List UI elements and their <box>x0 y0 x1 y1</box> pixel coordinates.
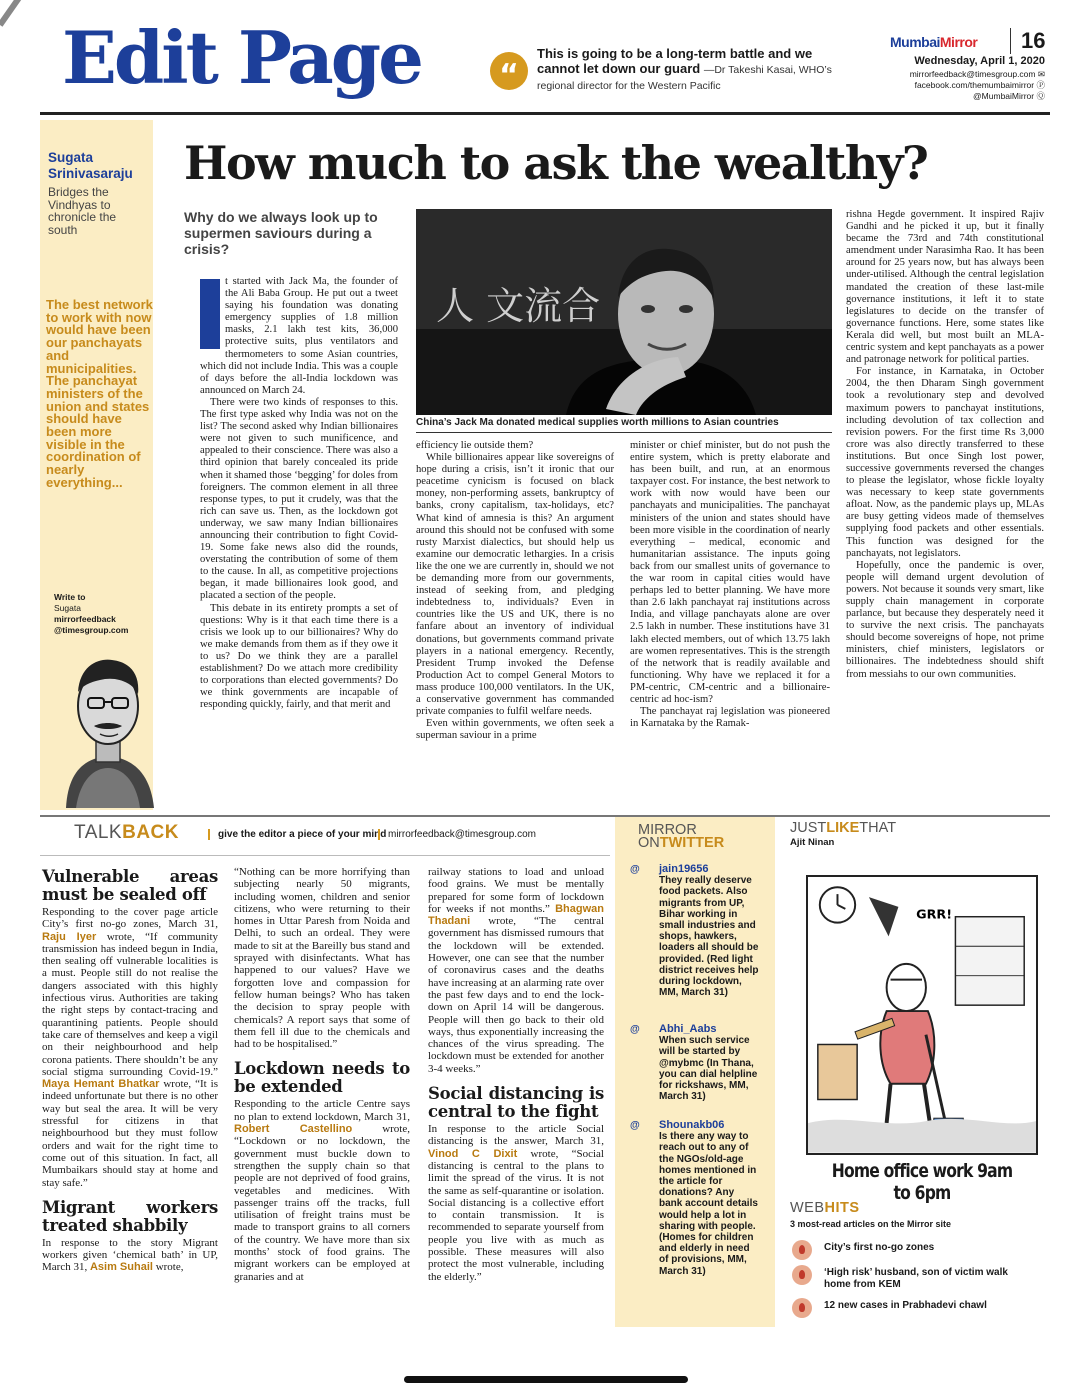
page-number: 16 <box>1010 28 1045 54</box>
speech-text: GRR! <box>916 907 953 923</box>
twitter-link[interactable]: @MumbaiMirror Ⓠ <box>973 91 1045 101</box>
columnist-name: Sugata Srinivasaraju <box>48 150 133 181</box>
photo-caption: China’s Jack Ma donated medical supplies worth millions to Asian countries <box>416 417 832 433</box>
email-icon: ✉ <box>1037 69 1045 79</box>
letter: railway stations to load and unload food grains. We must be mentally prepared for some form of lockdown for weeks if not months.” Bhagwan Thadani wrote, “The central government has dismissed rumours that the lockdown will be extended. However, one can see that the number of coronavirus cases and the deaths have increasing at an alarming rate over the past few days and to end the lock-down on April 14 will be dangerous. People will then go back to their old ways, thus exponentially increasing the chances of the virus spreading. The lockdown must be extended for another 3-4 weeks.” <box>428 866 605 1075</box>
horizontal-scrollbar[interactable] <box>404 1376 688 1383</box>
tweet <box>630 1119 760 1277</box>
columnist-portrait <box>56 640 160 808</box>
article-paragraph: For instance, in Karnataka, in October 2004, the then Dharam Singh government took a revolutionary step and devolved maximum powers to panchayat institutions, including devolution of tax collection and revision powers. For the first time Rs 3,000 crore was also directly transferred to these institutions. But once Singh lost power, successive governments reversed the changes to please the legislator, whose fickle loyalty was necessary to keep state governments afloat. Now, as the pandemic plays up, MLAs are busy getting videos made of themselves supplying food packets and other essentials. This function was designed for the panchayats, not legislators. <box>846 366 1044 559</box>
tweet-body: Is there any way to reach out to any of the NGOs/old-age homes mentioned in the article for donations? Any bank account details would help a lot in sharing with people. (Homes for children and elderly in need of provisions, MM, March 31) <box>659 1131 758 1277</box>
letter: Responding to the article Centre says no plan to extend lockdown, March 31, Robert Castellino wrote, “Lockdown or no lockdown, the government must buckle down to strengthen the supply chain so that people are not deprived of food grains, vegetables and medicines. With passenger trains off the tracks, full utilisation of freight trains must be made to transport grains to all corners of the country. We have more than six months’ stock of food grains. The migrant workers can be employed at granaries and at <box>234 1098 410 1283</box>
tweet-handle[interactable]: Abhi_Aabs <box>659 1023 717 1035</box>
article-column-2 <box>416 440 614 742</box>
cartoon-section-title: JUSTLIKETHAT <box>790 820 897 836</box>
divider <box>40 855 610 856</box>
article-paragraph: efficiency lie outside them? <box>416 440 534 451</box>
letter: Responding to the cover page article City’s first no-go zones, March 31, Raju Iyer wrote, “If community transmission has indeed begun in India, then sealing off vulnerable localities is a must. People still do not realise the dangers associated with this highly infectious virus. Authorities are taking the right steps by contact-tracing and quarantining patients. People should take care of themselves and keep a vigil on their neighbourhood and help corona patients. There shouldn’t be any social stigma surrounding Covid-19.” Maya Hemant Bhatkar wrote, “It is indeed unfortunate but there is no other way but seal the area. It will be very stressful for citizens in that neighbourhood but they must follow orders and wait for the right time to come out of this situation. In fact, all Mumbaikars should stay at home and stay safe.” <box>42 906 219 1189</box>
cartoon-caption: Home office work 9am to 6pm <box>831 1160 1013 1204</box>
article-standfirst: Why do we always look up to supermen saviours during a crisis? <box>184 209 378 257</box>
letter: “Nothing can be more horrifying than subjecting nearly 50 migrants, including women, children and senior citizens, who were returning to their homes in Uttar Paresh from Noida and Delhi, to such an ordeal. They were made to sit at the Bareilly bus stand and sprayed with disinfectants. What has happened to our values? Have we forgotten love and compassion for fellow human beings? Who has taken the decision to spray people with chemicals? A report says that some of them fell ill due to the chemicals and had to be hospitalised.” <box>234 866 410 1051</box>
svg-text:人 文流合: 人 文流合 <box>436 284 601 328</box>
divider <box>40 815 1050 817</box>
article-paragraph: The panchayat raj legislation was pioneered in Karnataka by the Ramak- <box>630 706 830 730</box>
letter-author: Raju Iyer <box>42 930 97 943</box>
article-headline: How much to ask the wealthy? <box>184 136 928 190</box>
letters-column-1 <box>42 868 218 1274</box>
letter: In response to the story Migrant workers given ‘chemical bath’ in UP, March 31, Asim Suhail wrote, <box>42 1236 218 1274</box>
article-paragraph: This debate in its entirety prompts a set of questions: Why is it that each time there is a crisis we look up to our billionaires? Why do we make demands from them as if they owe it to us? Do we think they are a parallel establishment? Do we attach more credibility to corporations than elected governments? Do we think governments are incapable of responding quickly, fairly, and that merit and <box>200 602 398 711</box>
write-to-box: Write to Sugata mirrorfeedback @timesgroup.com <box>54 592 129 635</box>
quote-author: —Dr Takeshi Kasai, WHO’s regional director for the Western Pacific <box>537 64 832 92</box>
letters-column-3 <box>428 866 604 1283</box>
masthead-quote <box>537 46 847 93</box>
article-column-3 <box>630 440 830 730</box>
at-icon: @ <box>630 864 640 875</box>
webhits-subtitle: 3 most-read articles on the Mirror site <box>790 1219 952 1229</box>
tweet-body: When such service will be started by @mybmc (In Thana, you can dial helpline for rickshaws, MM, March 31) <box>659 1035 758 1103</box>
article-photo <box>416 209 832 415</box>
tweet <box>630 863 760 999</box>
letter-author: Bhagwan Thadani <box>428 902 605 928</box>
at-icon: @ <box>630 1024 640 1035</box>
twitter-icon: Ⓠ <box>1036 91 1045 101</box>
article-paragraph: rishna Hegde government. It inspired Rajiv Gandhi and he picked it up, but it finally became the 73rd and 74th constitutional amendment under Narasimha Rao. It has been around for 25 years now, but has always been under-utilised. Although the central legislation mandated the creation of these last-mile governance institutions, it left it to state legislatures to decide on the transfer of governance functions. Here, some states like Kerala did well, but most built an MLA-centric system and kept panchayats as a power and patronage network for political parties. <box>846 209 1044 366</box>
tweet-body: They really deserve food packets. Also migrants from UP, Bihar working in small industries and shops, hawkers, loaders all should be provided. (Red light district receives help during lockdown, MM, March 31) <box>659 875 759 999</box>
section-title: Edit Page <box>62 15 421 100</box>
article-paragraph: While billionaires appear like sovereigns of hope during a crisis, isn’t it ironic that our peacetime cynicism is focused on black money, non-performing assets, bankruptcy of banks, crony capitalism, tax-holidays, etc? What kind of amnesia is this? An argument around this should not be confused with some rusty Marxist dialectics, but should help us examine our democratic lethargies. In a crisis like the one we are currently in, should we not be demanding more from our governments, instead of seeking from, and pledging indebtedness to, individuals? Even in countries like the US and UK, there is no fanfare about an inventory of individual donations, but governments command private players in a national emergency. Recently, President Trump invoked the Defense Production Act to compel General Motors to mass produce 100,000 ventilators. In the UK, a conservative government has commanded private companies to fulfil welfare needs. <box>416 452 614 718</box>
twitter-title: MIRROR ONTWITTER <box>638 822 725 851</box>
letter-headline: Lockdown needs to be extended <box>234 1059 410 1097</box>
talkback-subtitle: give the editor a piece of your mind <box>208 829 386 840</box>
letters-column-2 <box>234 866 410 1283</box>
divider <box>40 112 1050 115</box>
article-paragraph: t started with Jack Ma, the founder of the Ali Baba Group. He put out a tweet saying his foundation was donating emergency supplies of 1.8 million masks, 2.1 lakh test kits, 36,000 protective suits, plus ventilators and thermometers to some Asian countries, which did not include India. This was a couple of days before the all-India lockdown was announced on March 24. <box>200 276 398 396</box>
dateline: Wednesday, April 1, 2020 <box>914 55 1045 67</box>
letter-author: Maya Hemant Bhatkar <box>42 1078 160 1091</box>
webhits-item[interactable]: ‘High risk’ husband, son of victim walk home from KEM <box>792 1267 1032 1290</box>
drop-cap <box>200 279 220 349</box>
pull-quote: The best network to work with now would have been our panchayats and municipalities. The panchayat ministers of the union and states should have been more visible in the coordination of nearly everything... <box>46 297 153 490</box>
quote-mark-icon: “ <box>490 52 528 90</box>
talkback-email[interactable]: mirrorfeedback@timesgroup.com <box>378 829 536 840</box>
article-paragraph: minister or chief minister, but do not push the entire system, which is pretty elaborate and has been built, and run, at an enormous taxpayer cost. For instance, the best network to work with now would have been our panchayats and municipalities. The panchayat ministers of the union and states should have been more visible in the coordination of nearly everything – medical, economic and humanitarian assistance. The inputs going back from our smallest units of governance to the war room in capital cities would have perhaps led to better planning. We have more than 2.6 lakh panchayat raj institutions across India, and village panchayats alone are over 2.5 lakh in number. These institutions have 31 lakh elected members, out of which 13.75 lakh are women representatives. This is the strength of the network that is readily available and functioning. Why have we replaced it for a PM-centric, CM-centric and a billionaire-centric ad hoc-ism? <box>630 440 830 705</box>
article-paragraph: There were two kinds of responses to this. The first type asked why India was not on the list? The second asked why Indian billionaires were not given to such munificence, and appealed to their conscience. There was also a third opinion that barely concealed its pride when it shamed those ‘begging’ for doles from foreigners. The common element in all three response types, to put it crudely, was that the rich can save us. Then, as the lockdown got underway, we saw many Indian billionaires announcing their contribution to fight Covid-19. Some fake news also did the rounds, overstating the contribution of some of them to the cause. In all, as competitive projections began, it made billionaires look good, and placated a section of the people. <box>200 396 398 602</box>
facebook-icon: Ⓟ <box>1036 80 1045 90</box>
letter-author: Robert Castellino <box>234 1123 353 1136</box>
columnist-tagline: Bridges the Vindhyas to chronicle the south <box>48 185 117 237</box>
letter-author: Asim Suhail <box>89 1261 153 1274</box>
article-column-4 <box>846 209 1044 681</box>
webhits-item[interactable]: 12 new cases in Prabhadevi chawl <box>792 1300 1032 1312</box>
webhits-title: WEBHITS <box>790 1200 860 1216</box>
cartoon-illustration <box>806 875 1038 1155</box>
webhits-item[interactable]: City’s first no-go zones <box>792 1242 1032 1254</box>
article-column-1 <box>200 276 398 711</box>
mouse-icon <box>792 1265 812 1285</box>
mouse-icon <box>792 1240 812 1260</box>
letter-author: Vinod C Dixit <box>428 1147 518 1160</box>
mouse-icon <box>792 1298 812 1318</box>
article-paragraph: Hopefully, once the pandemic is over, people will demand urgent devolution of powers. Not because it sounds very smart, like supply chain management in corporate parlance, but because they desperately need it to survive the next crisis. The panchayats should become sovereigns of hope, not prime ministers, chief ministers, legislators or billionaires. The indebtedness should shift from messiahs to our own communities. <box>846 559 1044 680</box>
letter-headline: Social distancing is central to the fight <box>428 1084 604 1122</box>
page-corner-fold <box>0 0 40 60</box>
brand-logo: MumbaiMirror <box>890 34 978 50</box>
letter-headline: Vulnerable areas must be sealed off <box>42 867 218 904</box>
facebook-link[interactable]: facebook.com/themumbaimirror Ⓟ <box>914 80 1045 90</box>
cartoonist-name: Ajit Ninan <box>790 837 835 848</box>
at-icon: @ <box>630 1120 640 1131</box>
letter-headline: Migrant workers treated shabbily <box>42 1197 218 1235</box>
letter: In response to the article Social distancing is the answer, March 31, Vinod C Dixit wrote, “Social distancing is central to the plans to limit the spread of the virus. It is not the same as self-quarantine or isolation. Social distancing is a collective effort to contain transmission. It is recommended to separate yourself from people you live with as much as possible. These measures will also protect the most vulnerable, including the elderly.” <box>428 1123 604 1283</box>
tweet <box>630 1023 760 1103</box>
email-link[interactable]: mirrorfeedback@timesgroup.com ✉ <box>909 69 1045 79</box>
tweet-handle[interactable]: Shounakb06 <box>659 1119 725 1131</box>
talkback-title: TALKBACK <box>74 822 179 843</box>
tweet-handle[interactable]: jain19656 <box>659 863 709 875</box>
quote-text: This is going to be a long-term battle and we cannot let down our guard <box>537 46 813 76</box>
article-paragraph: Even within governments, we often seek a superman saviour in a prime <box>416 718 614 742</box>
contact-links <box>840 69 1045 102</box>
